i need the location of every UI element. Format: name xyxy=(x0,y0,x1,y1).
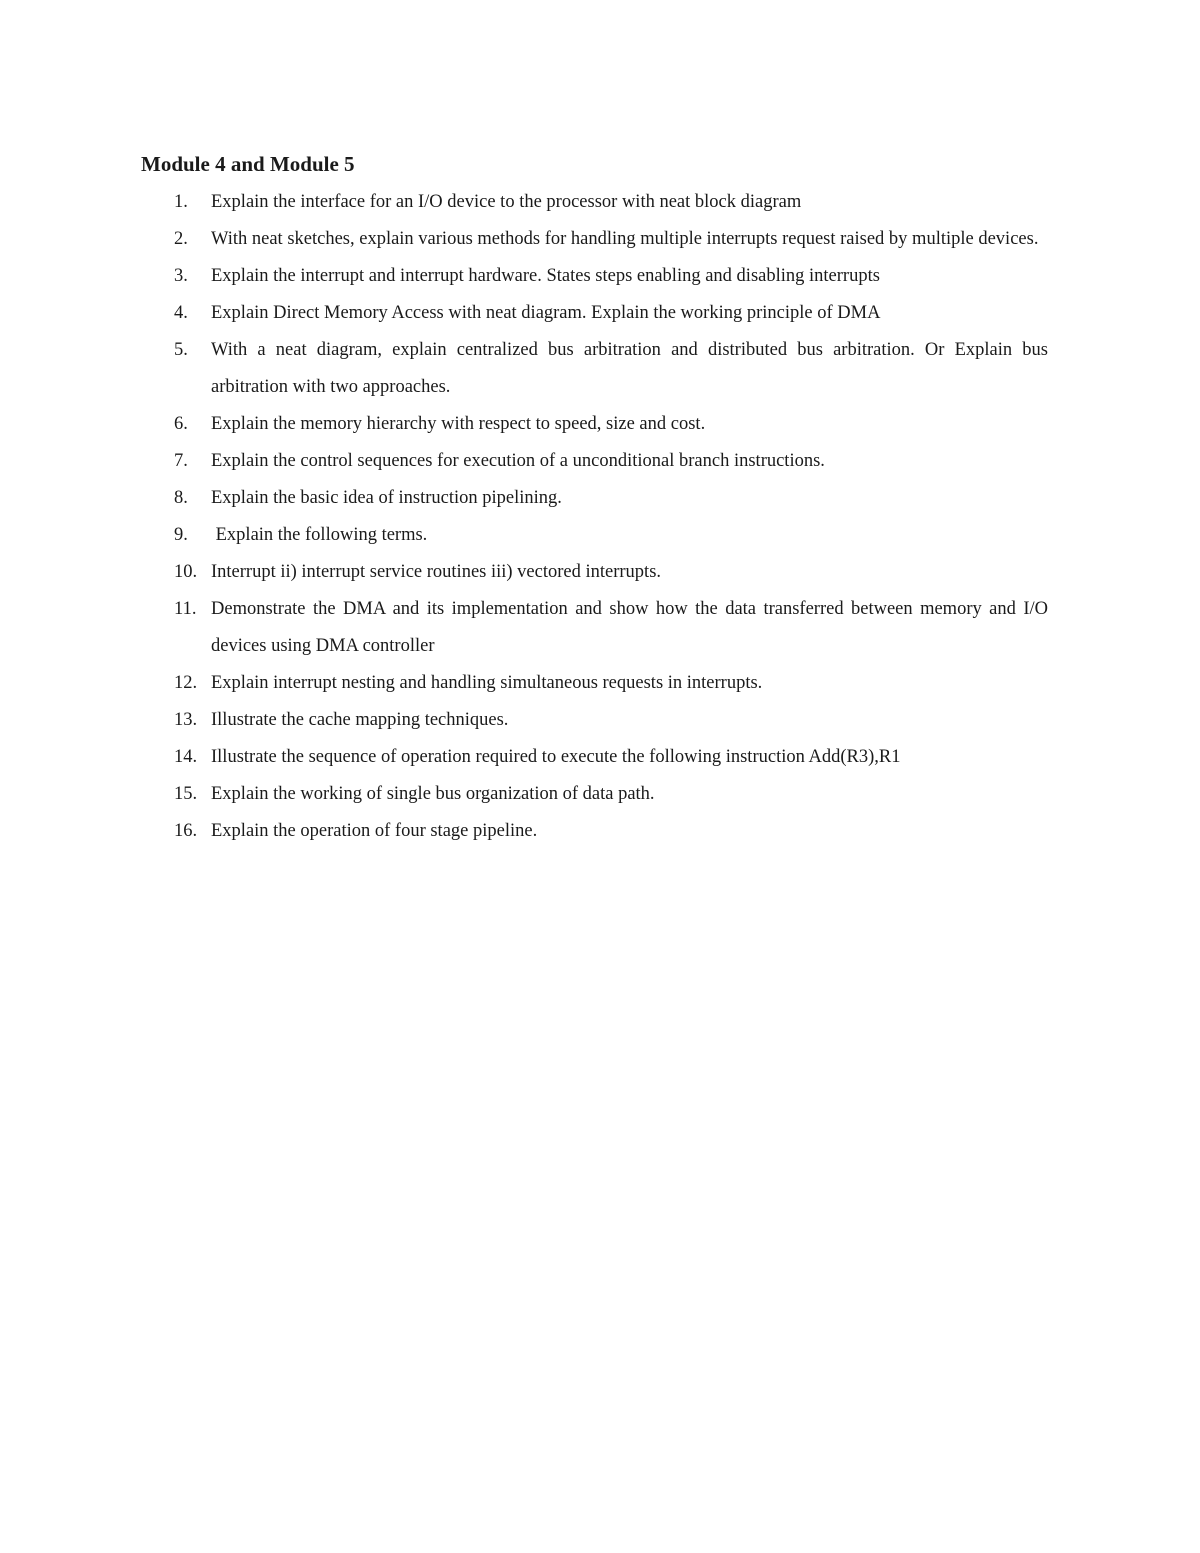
question-number: 13. xyxy=(174,710,198,730)
question-number: 12. xyxy=(174,673,198,693)
question-item-4 xyxy=(0,295,1200,332)
question-item-6 xyxy=(0,406,1200,443)
question-text: Explain the operation of four stage pipeline. xyxy=(211,821,538,841)
question-text: Explain Direct Memory Access with neat diagram. Explain the working principle of DMA xyxy=(211,303,881,323)
question-text: Explain the control sequences for execution of a unconditional branch instructions. xyxy=(211,451,825,471)
question-number: 8. xyxy=(174,488,188,508)
question-text: With a neat diagram, explain centralized bus arbitration and distributed bus arbitration. Or Explain bus arbitration with two approaches. xyxy=(211,340,1048,397)
question-text: Explain the memory hierarchy with respect to speed, size and cost. xyxy=(211,414,706,434)
question-item-16 xyxy=(0,813,1200,850)
question-item-12 xyxy=(0,665,1200,702)
question-item-15 xyxy=(0,776,1200,813)
document-title: Module 4 and Module 5 xyxy=(141,152,355,176)
question-item-11 xyxy=(0,591,1200,665)
question-text: Explain the working of single bus organization of data path. xyxy=(211,784,655,804)
question-number: 15. xyxy=(174,784,198,804)
question-number: 9. xyxy=(174,525,188,545)
question-item-14 xyxy=(0,739,1200,776)
question-text: Interrupt ii) interrupt service routines iii) vectored interrupts. xyxy=(211,562,662,582)
question-number: 1. xyxy=(174,192,188,212)
question-item-10 xyxy=(0,554,1200,591)
question-text: Explain the basic idea of instruction pipelining. xyxy=(211,488,562,508)
question-item-7 xyxy=(0,443,1200,480)
question-text: Explain interrupt nesting and handling simultaneous requests in interrupts. xyxy=(211,673,763,693)
question-text: Demonstrate the DMA and its implementation and show how the data transferred between memory and I/O devices using DMA controller xyxy=(211,599,1048,656)
question-number: 5. xyxy=(174,340,188,360)
question-number: 4. xyxy=(174,303,188,323)
question-item-5 xyxy=(0,332,1200,406)
question-number: 14. xyxy=(174,747,198,767)
question-number: 11. xyxy=(174,599,197,619)
question-text: Illustrate the cache mapping techniques. xyxy=(211,710,509,730)
question-number: 7. xyxy=(174,451,188,471)
question-text: Explain the interface for an I/O device to the processor with neat block diagram xyxy=(211,192,802,212)
question-number: 6. xyxy=(174,414,188,434)
question-item-1 xyxy=(0,184,1200,221)
question-text: Explain the following terms. xyxy=(211,525,428,545)
question-number: 10. xyxy=(174,562,198,582)
question-text: With neat sketches, explain various methods for handling multiple interrupts request raised by multiple devices. xyxy=(211,229,1039,249)
question-number: 3. xyxy=(174,266,188,286)
question-item-13 xyxy=(0,702,1200,739)
question-number: 16. xyxy=(174,821,198,841)
question-item-3 xyxy=(0,258,1200,295)
question-item-8 xyxy=(0,480,1200,517)
question-item-9 xyxy=(0,517,1200,554)
question-text: Explain the interrupt and interrupt hardware. States steps enabling and disabling interrupts xyxy=(211,266,880,286)
question-text: Illustrate the sequence of operation required to execute the following instruction Add(R3),R1 xyxy=(211,747,901,767)
question-number: 2. xyxy=(174,229,188,249)
question-item-2 xyxy=(0,221,1200,258)
question-list xyxy=(0,184,1200,850)
